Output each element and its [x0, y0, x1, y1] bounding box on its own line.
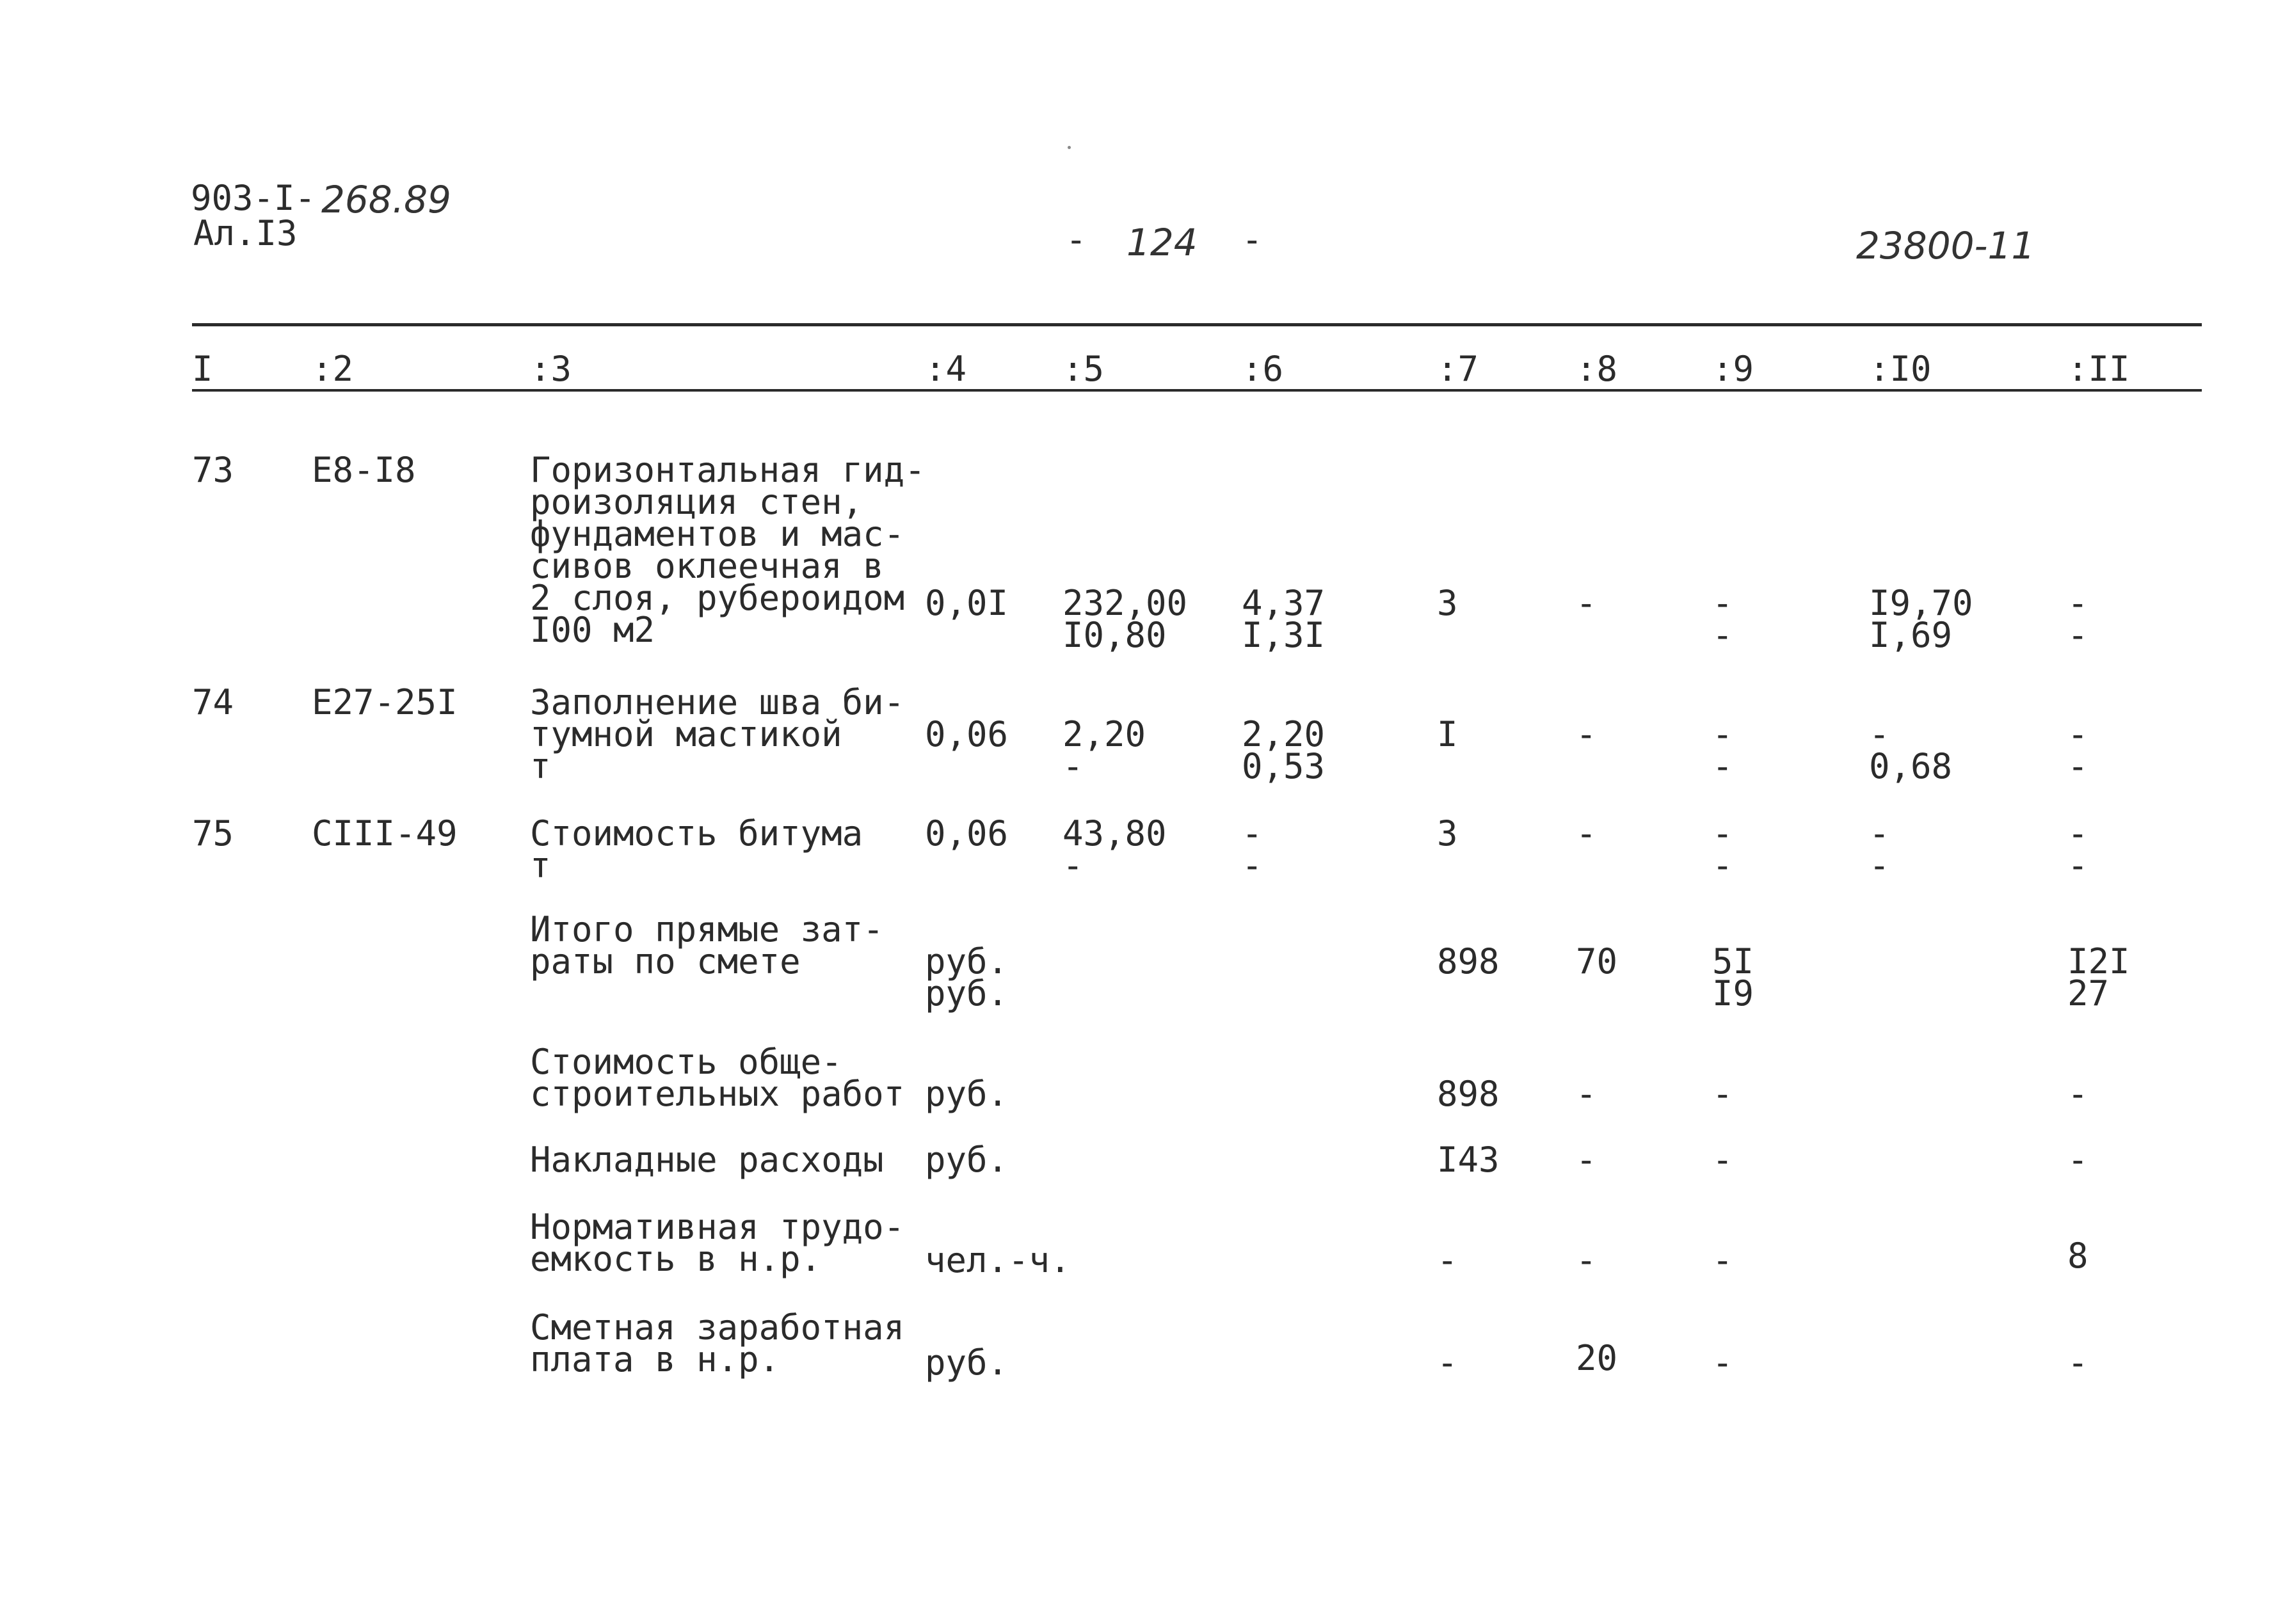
row-c7: 3: [1437, 583, 1458, 623]
summary-c11: -: [2067, 1074, 2089, 1114]
row-c4: 0,0I: [925, 583, 1009, 623]
row-description: Горизонтальная гид- роизоляция стен, фундаментов и мас- сивов оклеечная в 2 слоя, рубероидом I00 м2: [530, 450, 926, 650]
summary-c11: -: [2067, 1140, 2089, 1180]
summary-description: Сметная заработная плата в н.р.: [530, 1307, 905, 1380]
row-number: 75: [192, 813, 234, 854]
col-header-4: :4: [925, 349, 967, 389]
row-c7: 3: [1437, 813, 1458, 854]
row-code: CIII-49: [312, 813, 458, 854]
summary-description: Нормативная трудо- емкость в н.р.: [530, 1207, 905, 1279]
order-number-handwritten: 23800-11: [1856, 224, 2035, 267]
row-c5: 232,00 I0,80: [1062, 583, 1188, 655]
summary-c9: -: [1712, 1240, 1733, 1280]
summary-unit: руб. руб.: [925, 941, 1009, 1014]
row-number: 73: [192, 450, 234, 490]
page-dash-left: -: [1066, 219, 1087, 260]
summary-c8: -: [1576, 1140, 1597, 1180]
summary-c8: 70: [1576, 941, 1618, 982]
col-header-8: :8: [1576, 349, 1618, 389]
row-c5: 43,80 -: [1062, 813, 1167, 886]
row-c11: - -: [2067, 583, 2089, 655]
summary-c8: 20: [1576, 1338, 1618, 1378]
row-c4: 0,06: [925, 813, 1009, 854]
row-code: Е8-I8: [312, 450, 416, 490]
col-header-10: :I0: [1869, 349, 1932, 389]
row-c10: - -: [1869, 813, 1890, 886]
summary-unit: чел.-ч.: [925, 1240, 1071, 1280]
row-c6: 2,20 0,53: [1242, 714, 1326, 786]
page-number-handwritten: 124: [1126, 221, 1198, 264]
summary-c7: 898: [1437, 1074, 1500, 1114]
document-code-handwritten: 268.89: [321, 178, 451, 221]
row-description: Стоимость битума т: [530, 813, 863, 886]
summary-c8: -: [1576, 1240, 1597, 1280]
row-number: 74: [192, 682, 234, 722]
row-c9: - -: [1712, 714, 1733, 786]
row-c11: - -: [2067, 813, 2089, 886]
speck: [1068, 146, 1071, 149]
row-c8: -: [1576, 583, 1597, 623]
summary-c11: 8: [2067, 1236, 2089, 1276]
summary-c7: I43: [1437, 1140, 1500, 1180]
document-code-prefix: 903-I-: [191, 178, 316, 218]
col-header-2: :2: [312, 349, 354, 389]
summary-description: Итого прямые зат- раты по смете: [530, 909, 884, 982]
row-c5: 2,20 -: [1062, 714, 1146, 786]
col-header-6: :6: [1242, 349, 1284, 389]
col-header-9: :9: [1712, 349, 1754, 389]
row-c6: - -: [1242, 813, 1263, 886]
col-header-1: I: [192, 349, 213, 389]
album-number: Ал.I3: [193, 213, 298, 253]
summary-c9: -: [1712, 1342, 1733, 1383]
row-c9: - -: [1712, 583, 1733, 655]
summary-c9: -: [1712, 1074, 1733, 1114]
row-code: Е27-25I: [312, 682, 458, 722]
summary-c7: -: [1437, 1240, 1458, 1280]
col-header-7: :7: [1437, 349, 1479, 389]
summary-c11: -: [2067, 1342, 2089, 1383]
summary-unit: руб.: [925, 1342, 1009, 1383]
summary-description: Стоимость обще- строительных работ: [530, 1042, 905, 1114]
row-c10: - 0,68: [1869, 714, 1953, 786]
row-c8: -: [1576, 714, 1597, 754]
column-header-rule: [192, 389, 2202, 392]
summary-c9: -: [1712, 1140, 1733, 1180]
row-c4: 0,06: [925, 714, 1009, 754]
summary-c7: -: [1437, 1342, 1458, 1383]
col-header-3: :3: [530, 349, 572, 389]
row-c11: - -: [2067, 714, 2089, 786]
summary-c7: 898: [1437, 941, 1500, 982]
summary-description: Накладные расходы: [530, 1140, 884, 1180]
row-c6: 4,37 I,3I: [1242, 583, 1326, 655]
row-c8: -: [1576, 813, 1597, 854]
row-c10: I9,70 I,69: [1869, 583, 1973, 655]
summary-unit: руб.: [925, 1140, 1009, 1180]
col-header-5: :5: [1062, 349, 1105, 389]
summary-unit: руб.: [925, 1074, 1009, 1114]
table-top-rule: [192, 323, 2202, 326]
page-dash-right: -: [1242, 219, 1263, 260]
summary-c9: 5I I9: [1712, 941, 1754, 1014]
row-c9: - -: [1712, 813, 1733, 886]
summary-c11: I2I 27: [2067, 941, 2130, 1014]
col-header-11: :II: [2067, 349, 2130, 389]
summary-c8: -: [1576, 1074, 1597, 1114]
row-c7: I: [1437, 714, 1458, 754]
row-description: Заполнение шва би- тумной мастикой т: [530, 682, 905, 786]
